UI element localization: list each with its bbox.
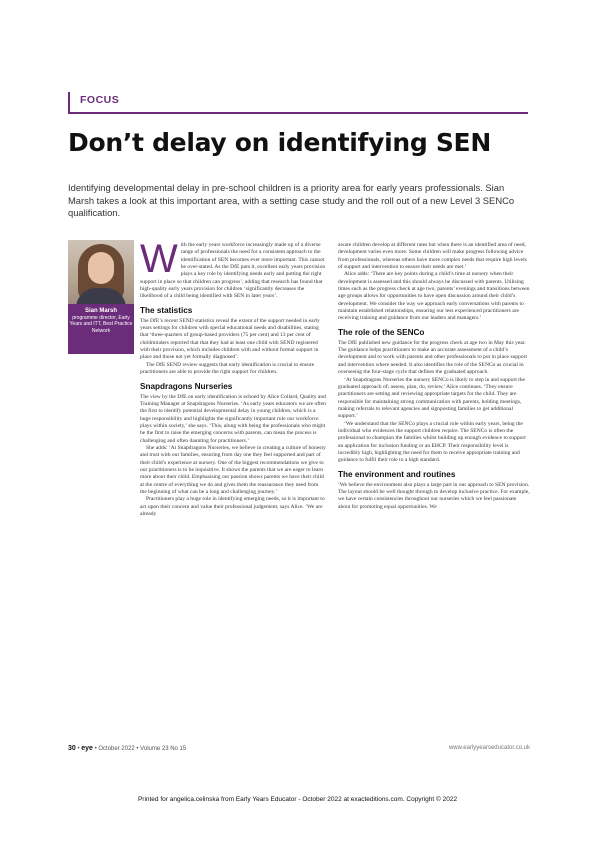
paragraph: The DfE SEND review suggests that early identification is crucial to ensure practitioners are able to provide the right support for children. bbox=[140, 361, 315, 376]
standfirst: Identifying developmental delay in pre-school children is a priority area for early years professionals. Sian Marsh takes a look at this important area, with a setting case study and the roll out of a new Level 3 SENCo qualification. bbox=[68, 182, 515, 218]
paragraph: ‘At Snapdragons Nurseries the nursery SENCo is likely to step in and support the graduated approach of; assess, plan, do, review,’ Alice continues. ‘They ensure practitioners are setting and reviewing appropriate targets for the child. They are responsible for maintaining strong communication with parents, holding meetings, making referrals to relevant agencies and signposting families to get additional support.’ bbox=[338, 376, 526, 420]
author-role: programme director, Early Years and ITT, Best Practice Network bbox=[69, 315, 133, 334]
paragraph: ‘We understand that the SENCo plays a crucial role within early years, being the individual who evidences the support children require. The SENCo is often the professional to champion the families whilst building up enough evidence to support an application for inclusion funding or an EHCP. Their responsibility level is incredibly high, highlighting the need for them to receive appropriate training and guidance to fulfil their role to a high standard. bbox=[338, 420, 526, 464]
print-notice: Printed for angelica.celinska from Early Years Educator - October 2022 at exacteditions.com. Copyright © 2022 bbox=[137, 796, 458, 803]
heading-statistics: The statistics bbox=[140, 305, 193, 315]
column-2 bbox=[338, 242, 530, 511]
paragraph: The view by the DfE on early identification is echoed by Alice Collard, Quality and Training Manager at Snapdragons Nurseries. ‘As early years educators we are often the first to identify potential developmental delay in young children, which is a huge responsibility and highlights the significantly important role our workforce plays within society,’ she says. ‘This, along with being the professionals who might be the first to raise the emerging concerns with parents, can mean the process is challenging and often daunting for practitioners.’ bbox=[140, 393, 326, 444]
intro-paragraph: With the early years workforce increasingly made up of a diverse range of professionals the need for a consistent approach to the identification of SEN becomes ever more important. This cannot be over-stated. As the DfE puts it, excellent early years provision plays a key role by identifying needs early and putting the right support in place so that children can progress’, adding that research has found that high-quality early years provision for children ‘significantly decreases the likelihood of a child being identified with SEN in later years’. bbox=[140, 237, 326, 300]
website-link[interactable]: www.earlyyearseducator.co.uk bbox=[448, 745, 530, 751]
heading-environment: The environment and routines bbox=[338, 469, 456, 479]
author-caption bbox=[68, 304, 134, 354]
page-number: 30 bbox=[68, 745, 76, 752]
heading-snapdragons: Snapdragons Nurseries bbox=[140, 381, 233, 391]
paragraph: The DfE published new guidance for the progress check at age two in May this year. The guidance helps practitioners to make an accurate assessment of a child’s development and to work with parents and other professionals to put in place support and intervention where needed. It also identifies the role of the SENCo as crucial in overseeing the four-stage cycle that defines the graduated approach. bbox=[338, 339, 528, 376]
issue-info: October 2022 • Volume 23 No 15 bbox=[98, 746, 187, 752]
drop-cap: W bbox=[140, 237, 178, 281]
section-rule bbox=[68, 92, 528, 114]
paragraph: Practitioners play a huge role in identifying emerging needs, so it is important to act upon their concern and value their professional judgement, says Alice. ‘We are already bbox=[140, 496, 325, 517]
heading-senco: The role of the SENCo bbox=[338, 327, 425, 337]
author-name: Sian Marsh bbox=[84, 308, 117, 314]
column-1 bbox=[140, 237, 326, 518]
folio: 30 • eye • October 2022 • Volume 23 No 15 bbox=[68, 745, 187, 752]
section-label: FOCUS bbox=[80, 94, 120, 106]
article-title: Don’t delay on identifying SEN bbox=[68, 128, 491, 157]
paragraph: Alice adds: ‘There are key points during a child’s time at nursery when their development is assessed and this should always be discussed with parents. Utilising times such as the progress check at age two, parents’ evenings and transitions between age groups allows for opportunities to have open discussion around their child’s development. We consider the way we approach early conversations with parents to maintain established relationships, ensuring our less experienced practitioners are receiving training and guidance from our leaders and managers.’ bbox=[338, 271, 530, 322]
paragraph: ‘We believe the environment also plays a large part in our approach to SEN provision. The layout should be well thought through to develop inclusive practice. For example, we have certain consistencies throughout our nurseries which we feel passionate about for promoting equal opportunities. We bbox=[338, 481, 530, 510]
author-photo bbox=[68, 240, 134, 304]
paragraph: She adds: ‘At Snapdragons Nurseries, we believe in creating a culture of honesty and trust with our families, ensuring from day one they feel supported and part of their child’s experience at nursery. One of the biggest recommendations we give to our practitioners is to be inquisitive. It shows the parents that we are eager to learn more about their child. Emphasising our passion shows parents we have their child at the centre of everything we do and gives them the reassurance they need from the beginning of what can be a long and challenging journey.’ bbox=[140, 444, 326, 495]
paragraph: aware children develop at different rates but when there is an identified area of need, development varies even more. Some children will make progress following advice from professionals, whereas others have more complex needs that require high levels of support and intervention to ensure their needs are met.’ bbox=[338, 242, 527, 271]
publication-name: eye bbox=[81, 745, 93, 752]
paragraph: The DfE’s recent SEND statistics reveal the extent of the support needed in early years settings for children with special educational needs and disabilities, stating that ‘three-quarters of group-based providers (75 per cent) and 13 per cent of childminders reported that that they had at least one child with SEND registered with their provision, which includes children with and without formal support in place and those not yet formally diagnosed’. bbox=[140, 317, 320, 361]
